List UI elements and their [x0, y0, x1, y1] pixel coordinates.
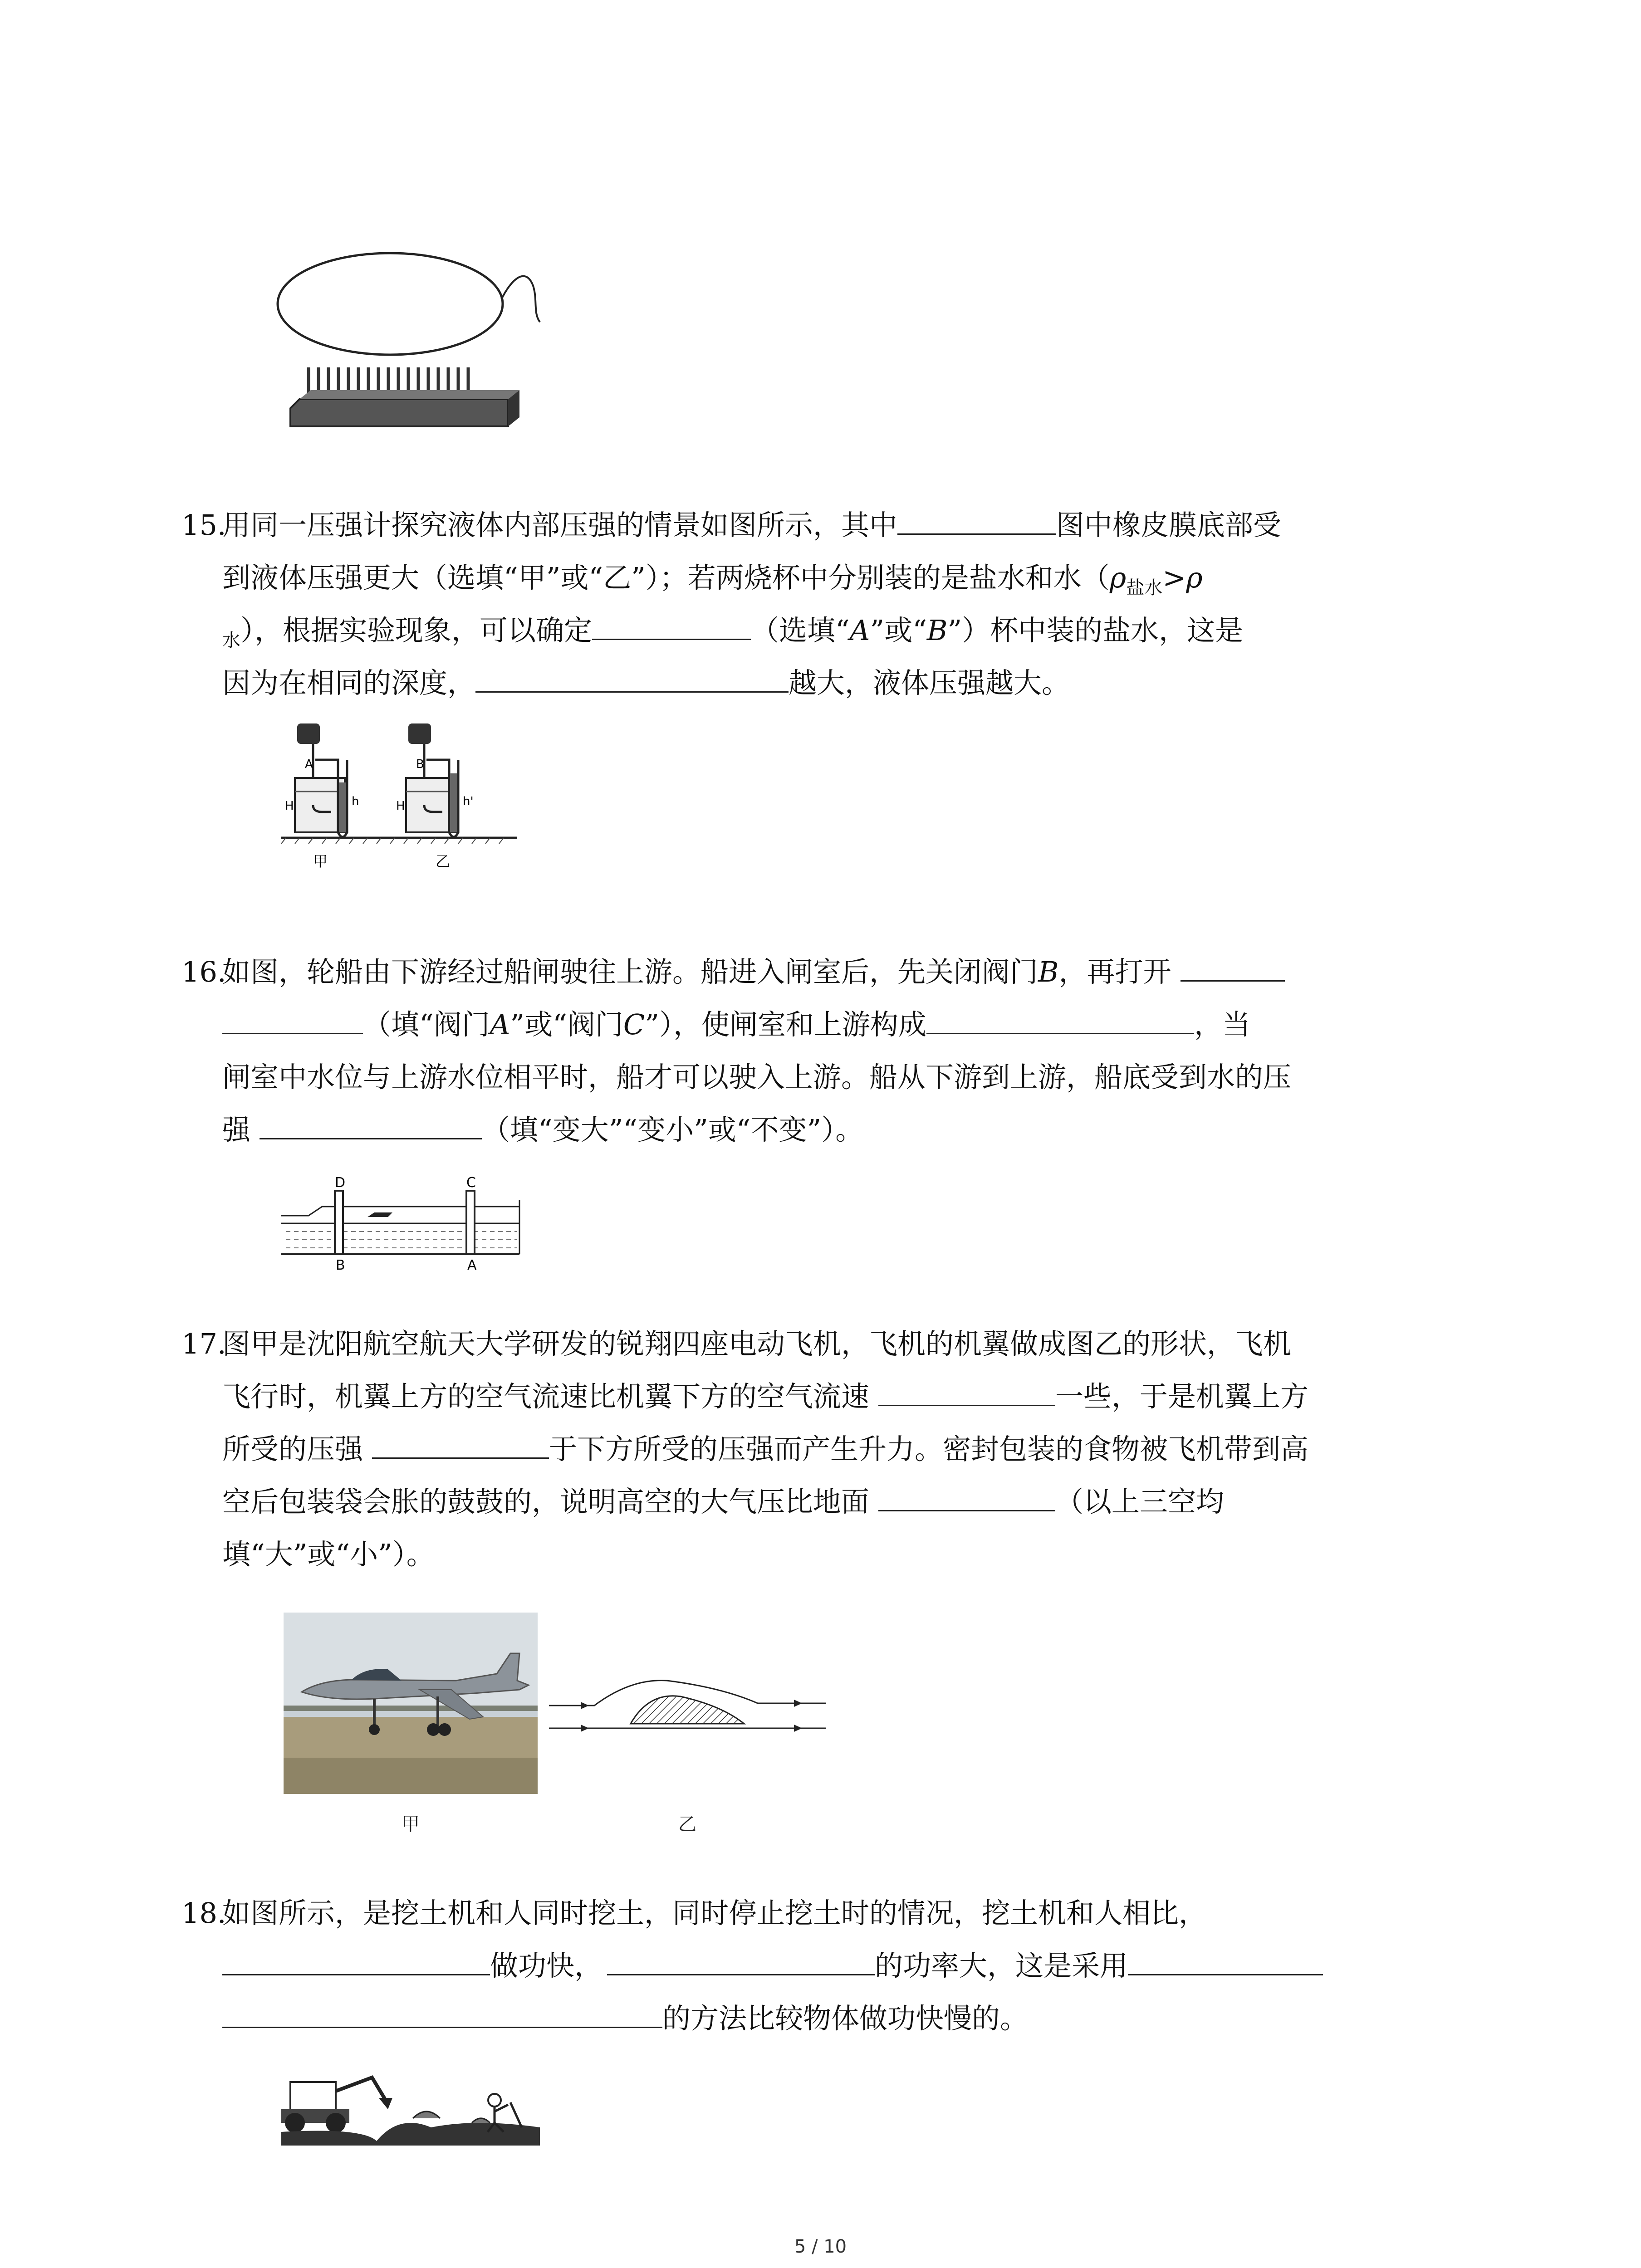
question-16	[181, 946, 1447, 1163]
wing-airflow-diagram	[549, 1669, 826, 1751]
answer-blank-3[interactable]	[475, 663, 789, 693]
answer-blank-3[interactable]	[878, 1482, 1055, 1511]
question-number: 18.	[181, 1897, 226, 1930]
question-text: 于下方所受的压强而产生升力。密封包装的食物被飞机带到高	[549, 1432, 1309, 1466]
subscript-salt-water: 盐水	[1126, 577, 1163, 598]
question-text: ”）杯中装的盐水，这是	[947, 614, 1244, 647]
question-text: 如图所示，是挖土机和人同时挖土，同时停止挖土时的情况，挖土机和人相比，	[222, 1897, 1207, 1930]
valve-label-c: C	[466, 1175, 476, 1191]
cup-label-a: A	[305, 758, 313, 771]
question-number: 15.	[181, 508, 226, 542]
question-text: （填“变大”“变小”或“不变”）。	[482, 1113, 864, 1146]
question-text: 做功快，	[490, 1949, 603, 1982]
question-text: 强	[222, 1113, 251, 1146]
greater-than-symbol: >	[1162, 561, 1186, 594]
question-text: （以上三空均	[1055, 1485, 1225, 1518]
depth-label: H	[396, 799, 405, 813]
question-number: 16.	[181, 955, 226, 988]
question-text: 图甲是沈阳航空航天大学研发的锐翔四座电动飞机，飞机的机翼做成图乙的形状，飞机	[222, 1327, 1292, 1360]
question-text: ”或“	[870, 614, 927, 647]
question-text: 闸室中水位与上游水位相平时，船才可以驶入上游。船从下游到上游，船底受到水的压	[222, 1061, 1292, 1094]
pressure-gauge-figure	[281, 714, 517, 887]
valve-letter: A	[490, 1008, 510, 1041]
answer-blank-2[interactable]	[592, 611, 751, 640]
question-text: 因为在相同的深度，	[222, 666, 476, 699]
cup-label-b: B	[416, 758, 424, 771]
answer-blank-1[interactable]	[222, 1946, 490, 1975]
figure-caption-jia: 甲	[402, 1814, 420, 1835]
question-text: 飞行时，机翼上方的空气流速比机翼下方的空气流速	[222, 1380, 870, 1413]
subscript-water: 水	[222, 630, 240, 651]
valve-letter: B	[1038, 955, 1059, 988]
question-15	[181, 499, 1447, 717]
answer-blank-3[interactable]	[1128, 1946, 1323, 1975]
valve-letter: C	[623, 1008, 645, 1041]
rho-symbol: ρ	[1109, 561, 1127, 594]
excavator-and-person-figure	[281, 2059, 540, 2146]
option-letter: B	[926, 614, 948, 647]
question-text: ，当	[1194, 1008, 1251, 1041]
airplane-photo	[284, 1613, 538, 1794]
answer-blank-1[interactable]	[897, 505, 1056, 535]
answer-blank-1[interactable]	[878, 1377, 1055, 1406]
question-18	[181, 1887, 1447, 2050]
question-text: 图中橡皮膜底部受	[1056, 508, 1282, 542]
answer-blank-3-cont[interactable]	[222, 1999, 662, 2028]
valve-label-d: D	[335, 1175, 346, 1191]
question-number: 17.	[181, 1327, 226, 1360]
height-label: h	[352, 795, 359, 808]
answer-blank-1[interactable]	[1181, 952, 1285, 982]
question-text: ”或“阀门	[510, 1008, 623, 1041]
question-text: 的方法比较物体做功快慢的。	[662, 2002, 1029, 2035]
answer-blank-2[interactable]	[926, 1005, 1194, 1034]
height-label-prime: h'	[463, 795, 474, 808]
figure-label-jia: 甲	[313, 853, 328, 870]
question-text: 越大，液体压强越大。	[789, 666, 1070, 699]
figure-label-yi: 乙	[436, 853, 451, 870]
balloon-on-nails-figure	[272, 245, 563, 435]
question-text: （选填“	[751, 614, 850, 647]
question-text: 用同一压强计探究液体内部压强的情景如图所示，其中	[222, 508, 898, 542]
depth-label: H	[285, 799, 294, 813]
answer-blank-3[interactable]	[260, 1110, 482, 1139]
question-text: 如图，轮船由下游经过船闸驶往上游。船进入闸室后，先关闭阀门	[222, 955, 1038, 988]
option-letter: A	[849, 614, 870, 647]
question-text: ），根据实验现象，可以确定	[240, 614, 593, 647]
question-text: ，再打开	[1058, 955, 1171, 988]
question-text: （填“阀门	[363, 1008, 490, 1041]
valve-label-a: A	[467, 1257, 477, 1272]
question-text: 的功率大，这是采用	[875, 1949, 1128, 1982]
question-text: 所受的压强	[222, 1432, 363, 1466]
question-text: 空后包装袋会胀的鼓鼓的，说明高空的大气压比地面	[222, 1485, 870, 1518]
rho-symbol: ρ	[1186, 561, 1203, 594]
question-text: ”），使闸室和上游构成	[645, 1008, 927, 1041]
question-text: 填“大”或“小”）。	[222, 1538, 435, 1571]
figure-caption-yi: 乙	[678, 1814, 696, 1835]
question-text: 到液体压强更大（选填“甲”或“乙”）；若两烧杯中分别装的是盐水和水（	[222, 561, 1110, 594]
answer-blank-2[interactable]	[607, 1946, 875, 1975]
question-17	[181, 1318, 1447, 1590]
ship-lock-figure	[281, 1173, 522, 1272]
answer-blank-1-cont[interactable]	[222, 1005, 363, 1034]
answer-blank-2[interactable]	[372, 1429, 549, 1459]
question-text: 一些，于是机翼上方	[1055, 1380, 1309, 1413]
page-number: 5 / 10	[794, 2236, 847, 2257]
valve-label-b: B	[336, 1257, 345, 1272]
